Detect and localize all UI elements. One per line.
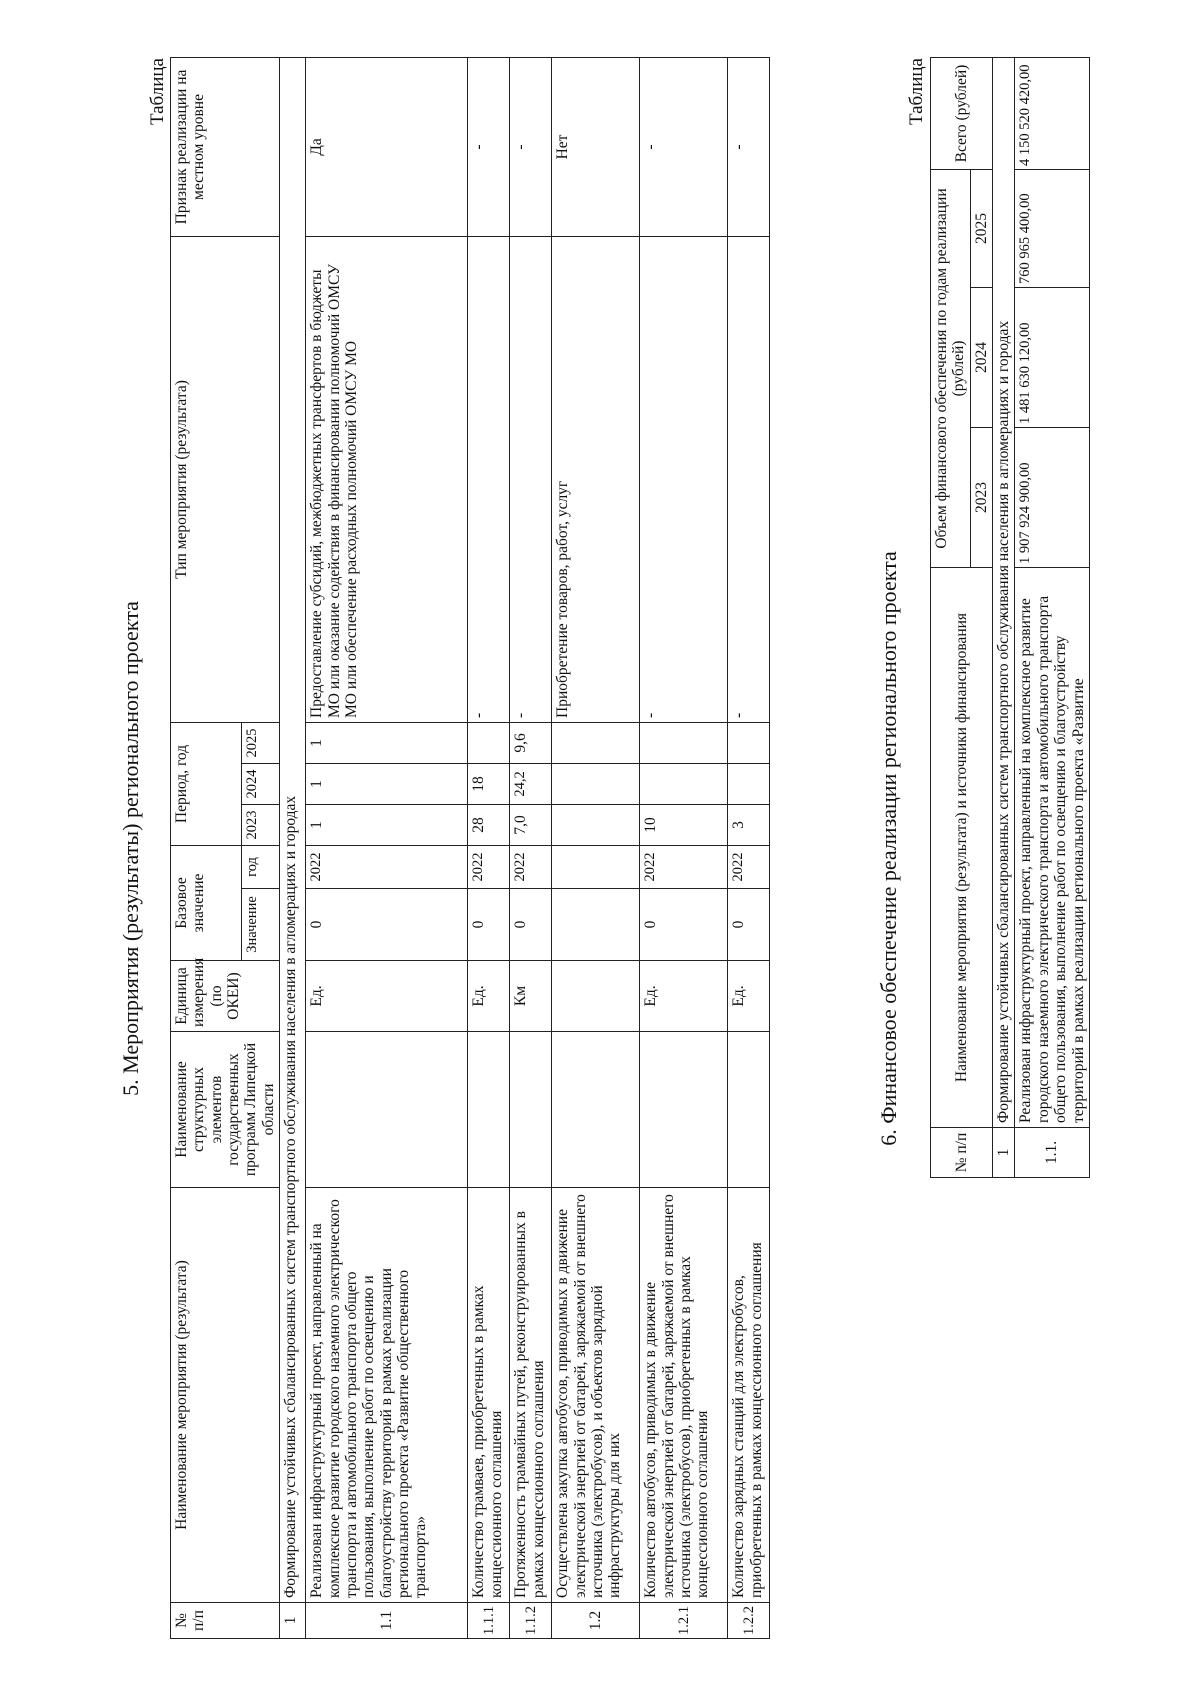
row-local: - (510, 57, 552, 236)
events-table (170, 57, 770, 1639)
row-unit: Ед. (728, 961, 770, 1032)
row-local: Да (306, 57, 468, 236)
header-row (171, 57, 242, 1638)
row-2025 (728, 722, 770, 763)
header-unit: Единица измерения (по ОКЕИ) (171, 961, 280, 1032)
row-type: - (510, 236, 552, 722)
row-type: - (468, 236, 510, 722)
row-base-year: 2022 (306, 845, 468, 888)
row-base-year (552, 845, 640, 888)
row-2024: 18 (468, 763, 510, 804)
row-name: Количество автобусов, приводимых в движение электрической энергией от батарей, заряжаемой от внешнего источника (электробусов), приобретенных в рамках концессионного соглашения (640, 1188, 728, 1603)
row-structure (728, 1032, 770, 1188)
finance-row-2025: 760 965 400,00 (1015, 170, 1089, 288)
row-name: Количество зарядных станций для электробусов, приобретенных в рамках концессионного соглашения (728, 1188, 770, 1603)
row-local: - (468, 57, 510, 236)
row-local: - (728, 57, 770, 236)
section5-table-label: Таблица (147, 58, 168, 126)
group-text: Формирование устойчивых сбалансированных систем транспортного обслуживания населения в агломерациях и городах (280, 57, 306, 1602)
header-2024: 2024 (242, 763, 280, 804)
table-row (552, 57, 640, 1638)
row-base-value: 0 (306, 889, 468, 961)
finance-header-volume: Объем финансового обеспечения по годам реализации (рублей) (931, 170, 971, 568)
row-num: 1.2 (552, 1603, 640, 1639)
row-2023: 3 (728, 804, 770, 845)
row-type: - (640, 236, 728, 722)
finance-group-num: 1 (993, 1128, 1015, 1178)
row-2023 (552, 804, 640, 845)
row-2024: 24,2 (510, 763, 552, 804)
row-2023: 28 (468, 804, 510, 845)
row-base-value: 0 (728, 889, 770, 961)
group-num: 1 (280, 1603, 306, 1639)
row-2025 (640, 722, 728, 763)
row-name: Протяженность трамвайных путей, реконструированных в рамках концессионного соглашения (510, 1188, 552, 1603)
header-base: Базовое значение (171, 845, 242, 960)
finance-row-num: 1.1. (1015, 1128, 1089, 1178)
table-row (640, 57, 728, 1638)
section6-table-label: Таблица (906, 58, 927, 126)
finance-header-row (931, 58, 971, 1178)
finance-header-2024: 2024 (970, 288, 992, 428)
table-row (468, 57, 510, 1638)
row-name: Реализован инфраструктурный проект, направленный на комплексное развитие городского наземного электрического транспорта и автомобильного транспорта общего пользования, выполнение работ по освещению и благоустройству территорий в рамках реализации регионального проекта «Развитие общественного транспорта» (306, 1188, 468, 1603)
table-row (306, 57, 468, 1638)
row-structure (640, 1032, 728, 1188)
finance-row-2024: 1 481 630 120,00 (1015, 288, 1089, 428)
finance-row-name: Реализован инфраструктурный проект, направленный на комплексное развитие городского наземного электрического транспорта и автомобильного транспорта общего пользования, выполнение работ по освещению и благоустройству территорий в рамках реализации регионального проекта «Развитие (1015, 568, 1089, 1128)
row-base-value: 0 (640, 889, 728, 961)
finance-header-num: № п/п (931, 1128, 993, 1178)
finance-header-total: Всего (рублей) (931, 58, 993, 170)
section5-title: 5. Мероприятия (результаты) регионального проекта (118, 601, 143, 1096)
row-2024 (728, 763, 770, 804)
finance-header-2025: 2025 (970, 170, 992, 288)
finance-row (1015, 58, 1089, 1178)
header-2023: 2023 (242, 804, 280, 845)
row-2023: 10 (640, 804, 728, 845)
row-2025: 9,6 (510, 722, 552, 763)
row-unit: Ед. (306, 961, 468, 1032)
row-num: 1.1.1 (468, 1603, 510, 1639)
finance-header-name: Наименование мероприятия (результата) и источники финансирования (931, 568, 993, 1128)
row-base-value: 0 (510, 889, 552, 961)
header-base-year: год (242, 845, 280, 888)
row-structure (510, 1032, 552, 1188)
header-local: Признак реализации на местном уровне (171, 57, 280, 236)
row-base-year: 2022 (728, 845, 770, 888)
row-type: - (728, 236, 770, 722)
row-num: 1.1 (306, 1603, 468, 1639)
row-base-value: 0 (468, 889, 510, 961)
row-name: Осуществлена закупка автобусов, приводимых в движение электрической энергией от батарей, заряжаемой от внешнего источника (электробусов), и объектов зарядной инфраструктуры для них (552, 1188, 640, 1603)
row-2024 (640, 763, 728, 804)
finance-group-text: Формирование устойчивых сбалансированных систем транспортного обслуживания населения в агломерациях и городах (993, 58, 1015, 1128)
row-2025 (468, 722, 510, 763)
row-unit: Км (510, 961, 552, 1032)
page-content (0, 58, 1200, 1639)
group-row (280, 57, 306, 1638)
row-structure (552, 1032, 640, 1188)
table-row (728, 57, 770, 1638)
finance-row-total: 4 150 520 420,00 (1015, 58, 1089, 170)
row-num: 1.2.1 (640, 1603, 728, 1639)
row-2025: 1 (306, 722, 468, 763)
row-2024: 1 (306, 763, 468, 804)
row-unit (552, 961, 640, 1032)
row-type: Предоставление субсидий, межбюджетных трансфертов в бюджеты МО или оказание содействия в финансировании полномочий ОМСУ МО или обеспечение расходных полномочий ОМСУ МО (306, 236, 468, 722)
finance-row-2023: 1 907 924 900,00 (1015, 428, 1089, 568)
finance-table (930, 57, 1090, 1178)
row-unit: Ед. (468, 961, 510, 1032)
row-base-year: 2022 (468, 845, 510, 888)
row-2023: 7,0 (510, 804, 552, 845)
finance-group-row (993, 58, 1015, 1178)
header-2025: 2025 (242, 722, 280, 763)
row-2025 (552, 722, 640, 763)
header-type: Тип мероприятия (результата) (171, 236, 280, 722)
row-local: - (640, 57, 728, 236)
finance-header-2023: 2023 (970, 428, 992, 568)
row-2024 (552, 763, 640, 804)
header-base-value: Значение (242, 889, 280, 961)
header-num: № п/п (171, 1603, 280, 1639)
row-2023: 1 (306, 804, 468, 845)
row-num: 1.2.2 (728, 1603, 770, 1639)
row-base-year: 2022 (640, 845, 728, 888)
row-base-value (552, 889, 640, 961)
row-structure (306, 1032, 468, 1188)
row-name: Количество трамваев, приобретенных в рамках концессионного соглашения (468, 1188, 510, 1603)
row-structure (468, 1032, 510, 1188)
row-base-year: 2022 (510, 845, 552, 888)
row-unit: Ед. (640, 961, 728, 1032)
header-structure: Наименование структурных элементов государственных программ Липецкой области (171, 1032, 280, 1188)
section6-title: 6. Финансовое обеспечение реализации регионального проекта (876, 551, 901, 1146)
header-name: Наименование мероприятия (результата) (171, 1188, 280, 1603)
row-local: Нет (552, 57, 640, 236)
row-num: 1.1.2 (510, 1603, 552, 1639)
table-row (510, 57, 552, 1638)
header-period: Период, год (171, 722, 242, 845)
row-type: Приобретение товаров, работ, услуг (552, 236, 640, 722)
